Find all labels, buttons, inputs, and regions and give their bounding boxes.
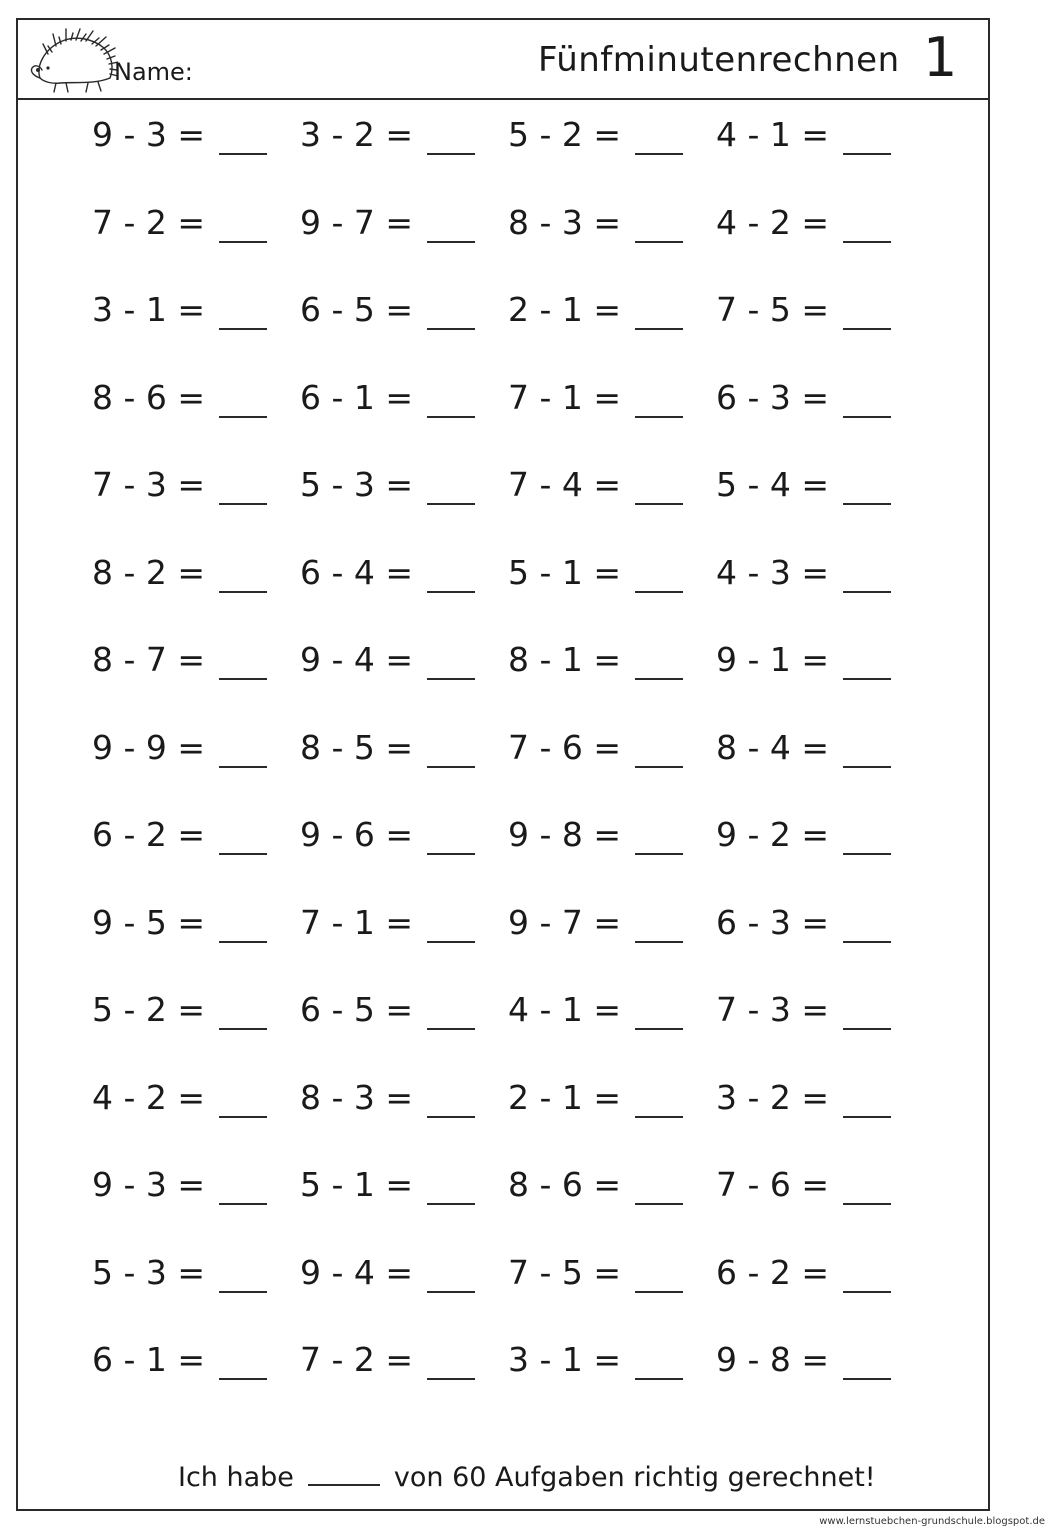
math-problem — [716, 1253, 924, 1341]
answer-blank[interactable] — [635, 640, 683, 680]
math-problem — [508, 465, 716, 553]
math-problem — [716, 728, 924, 816]
problem-expression: 9 - 7 = — [508, 902, 622, 942]
answer-blank[interactable] — [219, 990, 267, 1030]
problem-expression: 9 - 2 = — [716, 815, 830, 854]
problem-expression: 4 - 2 = — [716, 202, 830, 242]
answer-blank[interactable] — [843, 903, 891, 943]
math-problem — [92, 1078, 300, 1166]
math-problem — [300, 203, 508, 291]
problem-expression: 3 - 2 = — [716, 1077, 830, 1117]
math-problem — [508, 553, 716, 641]
score-line-suffix: von 60 Aufgaben richtig gerechnet! — [393, 1462, 876, 1493]
worksheet-header — [18, 20, 988, 100]
problem-expression: 9 - 7 = — [300, 202, 414, 242]
website-credit: www.lernstuebchen-grundschule.blogspot.de — [819, 1516, 1045, 1527]
answer-blank[interactable] — [635, 465, 683, 505]
math-problem — [508, 378, 716, 466]
answer-blank[interactable] — [219, 903, 267, 943]
math-problem — [300, 815, 508, 903]
sheet-number: 1 — [923, 26, 958, 89]
problem-grid — [92, 115, 932, 1428]
answer-blank[interactable] — [427, 553, 475, 593]
problem-expression: 3 - 1 = — [508, 1340, 622, 1379]
problem-expression: 9 - 4 = — [300, 640, 414, 679]
problem-expression: 8 - 2 = — [92, 552, 206, 592]
math-problem — [716, 465, 924, 553]
math-problem — [300, 553, 508, 641]
math-problem — [716, 203, 924, 291]
answer-blank[interactable] — [427, 1078, 475, 1118]
answer-blank[interactable] — [219, 203, 267, 243]
math-problem — [92, 553, 300, 641]
answer-blank[interactable] — [427, 1340, 475, 1380]
math-problem — [716, 553, 924, 641]
math-problem — [92, 203, 300, 291]
answer-blank[interactable] — [843, 640, 891, 680]
answer-blank[interactable] — [219, 728, 267, 768]
answer-blank[interactable] — [219, 640, 267, 680]
problem-expression: 4 - 3 = — [716, 552, 830, 592]
math-problem — [92, 728, 300, 816]
problem-expression: 9 - 8 = — [716, 1340, 830, 1379]
problem-expression: 8 - 1 = — [508, 640, 622, 679]
math-problem — [508, 1078, 716, 1166]
hedgehog-icon — [26, 26, 118, 96]
answer-blank[interactable] — [427, 815, 475, 855]
math-problem — [508, 115, 716, 203]
problem-expression: 8 - 3 = — [300, 1077, 414, 1117]
answer-blank[interactable] — [635, 1340, 683, 1380]
answer-blank[interactable] — [635, 1253, 683, 1293]
answer-blank[interactable] — [219, 1340, 267, 1380]
math-problem — [300, 903, 508, 991]
answer-blank[interactable] — [635, 1165, 683, 1205]
answer-blank[interactable] — [219, 553, 267, 593]
score-line — [178, 1458, 876, 1493]
problem-expression: 8 - 6 = — [508, 1165, 622, 1204]
problem-expression: 4 - 2 = — [92, 1077, 206, 1117]
math-problem — [92, 1340, 300, 1428]
math-problem — [300, 1253, 508, 1341]
math-problem — [300, 1340, 508, 1428]
math-problem — [508, 815, 716, 903]
problem-expression: 4 - 1 = — [508, 990, 622, 1029]
math-problem — [92, 290, 300, 378]
math-problem — [300, 990, 508, 1078]
answer-blank[interactable] — [427, 640, 475, 680]
problem-expression: 7 - 2 = — [92, 202, 206, 242]
math-problem — [300, 1078, 508, 1166]
math-problem — [92, 903, 300, 991]
answer-blank[interactable] — [843, 1078, 891, 1118]
math-problem — [300, 378, 508, 466]
answer-blank[interactable] — [843, 290, 891, 330]
answer-blank[interactable] — [635, 903, 683, 943]
problem-expression: 7 - 5 = — [716, 290, 830, 329]
math-problem — [92, 815, 300, 903]
problem-expression: 6 - 1 = — [92, 1340, 206, 1379]
answer-blank[interactable] — [219, 815, 267, 855]
problem-expression: 9 - 6 = — [300, 815, 414, 854]
problem-expression: 2 - 1 = — [508, 290, 622, 329]
problem-expression: 6 - 5 = — [300, 290, 414, 329]
answer-blank[interactable] — [843, 203, 891, 243]
answer-blank[interactable] — [427, 990, 475, 1030]
answer-blank[interactable] — [219, 290, 267, 330]
answer-blank[interactable] — [843, 465, 891, 505]
math-problem — [508, 1340, 716, 1428]
problem-expression: 8 - 7 = — [92, 640, 206, 679]
problem-expression: 7 - 2 = — [300, 1340, 414, 1379]
answer-blank[interactable] — [427, 728, 475, 768]
answer-blank[interactable] — [843, 553, 891, 593]
math-problem — [716, 640, 924, 728]
math-problem — [300, 465, 508, 553]
answer-blank[interactable] — [635, 815, 683, 855]
answer-blank[interactable] — [427, 1253, 475, 1293]
math-problem — [508, 903, 716, 991]
problem-expression: 5 - 1 = — [300, 1165, 414, 1204]
problem-expression: 6 - 5 = — [300, 990, 414, 1029]
answer-blank[interactable] — [635, 553, 683, 593]
problem-expression: 9 - 4 = — [300, 1252, 414, 1292]
math-problem — [508, 203, 716, 291]
math-problem — [716, 115, 924, 203]
math-problem — [92, 990, 300, 1078]
math-problem — [508, 290, 716, 378]
answer-blank[interactable] — [219, 115, 267, 155]
answer-blank[interactable] — [843, 815, 891, 855]
math-problem — [300, 640, 508, 728]
problem-expression: 8 - 5 = — [300, 727, 414, 767]
math-problem — [508, 1165, 716, 1253]
math-problem — [300, 728, 508, 816]
problem-expression: 6 - 3 = — [716, 377, 830, 417]
page-title: Fünfminutenrechnen — [538, 40, 900, 80]
math-problem — [716, 378, 924, 466]
answer-blank[interactable] — [219, 465, 267, 505]
problem-expression: 9 - 1 = — [716, 640, 830, 679]
answer-blank[interactable] — [427, 378, 475, 418]
answer-blank[interactable] — [843, 1340, 891, 1380]
problem-expression: 3 - 2 = — [300, 115, 414, 154]
answer-blank[interactable] — [427, 290, 475, 330]
math-problem — [716, 990, 924, 1078]
math-problem — [92, 1165, 300, 1253]
problem-expression: 6 - 2 = — [716, 1252, 830, 1292]
math-problem — [716, 1165, 924, 1253]
problem-expression: 9 - 3 = — [92, 115, 206, 154]
answer-blank[interactable] — [843, 1165, 891, 1205]
answer-blank[interactable] — [427, 1165, 475, 1205]
answer-blank[interactable] — [427, 903, 475, 943]
problem-expression: 6 - 2 = — [92, 815, 206, 854]
score-line-prefix: Ich habe — [178, 1462, 294, 1493]
math-problem — [508, 1253, 716, 1341]
problem-expression: 5 - 2 = — [92, 990, 206, 1029]
problem-expression: 6 - 3 = — [716, 902, 830, 942]
answer-blank[interactable] — [427, 203, 475, 243]
problem-expression: 7 - 5 = — [508, 1252, 622, 1292]
math-problem — [716, 290, 924, 378]
problem-expression: 7 - 6 = — [716, 1165, 830, 1204]
answer-blank[interactable] — [219, 1253, 267, 1293]
problem-expression: 5 - 3 = — [92, 1252, 206, 1292]
problem-expression: 7 - 3 = — [716, 990, 830, 1029]
answer-blank[interactable] — [635, 990, 683, 1030]
answer-blank[interactable] — [635, 728, 683, 768]
math-problem — [92, 115, 300, 203]
problem-expression: 7 - 1 = — [300, 902, 414, 942]
answer-blank[interactable] — [635, 203, 683, 243]
problem-expression: 7 - 6 = — [508, 727, 622, 767]
math-problem — [92, 640, 300, 728]
answer-blank[interactable] — [427, 115, 475, 155]
problem-expression: 2 - 1 = — [508, 1077, 622, 1117]
math-problem — [716, 1078, 924, 1166]
answer-blank[interactable] — [843, 378, 891, 418]
score-blank[interactable] — [308, 1458, 380, 1486]
answer-blank[interactable] — [219, 378, 267, 418]
answer-blank[interactable] — [635, 1078, 683, 1118]
answer-blank[interactable] — [219, 1078, 267, 1118]
problem-expression: 7 - 3 = — [92, 465, 206, 504]
answer-blank[interactable] — [843, 728, 891, 768]
problem-expression: 8 - 6 = — [92, 377, 206, 417]
answer-blank[interactable] — [843, 1253, 891, 1293]
problem-expression: 6 - 1 = — [300, 377, 414, 417]
math-problem — [92, 378, 300, 466]
math-problem — [92, 1253, 300, 1341]
problem-expression: 5 - 4 = — [716, 465, 830, 504]
problem-expression: 5 - 3 = — [300, 465, 414, 504]
math-problem — [300, 1165, 508, 1253]
problem-expression: 7 - 1 = — [508, 377, 622, 417]
answer-blank[interactable] — [635, 290, 683, 330]
problem-expression: 9 - 8 = — [508, 815, 622, 854]
math-problem — [508, 990, 716, 1078]
problem-expression: 7 - 4 = — [508, 465, 622, 504]
math-problem — [300, 290, 508, 378]
math-problem — [300, 115, 508, 203]
answer-blank[interactable] — [219, 1165, 267, 1205]
answer-blank[interactable] — [427, 465, 475, 505]
math-problem — [716, 903, 924, 991]
math-problem — [508, 640, 716, 728]
problem-expression: 5 - 2 = — [508, 115, 622, 154]
answer-blank[interactable] — [843, 990, 891, 1030]
problem-expression: 8 - 3 = — [508, 202, 622, 242]
answer-blank[interactable] — [843, 115, 891, 155]
answer-blank[interactable] — [635, 115, 683, 155]
problem-expression: 4 - 1 = — [716, 115, 830, 154]
problem-expression: 9 - 9 = — [92, 727, 206, 767]
name-label: Name: — [114, 58, 193, 86]
math-problem — [716, 815, 924, 903]
problem-expression: 3 - 1 = — [92, 290, 206, 329]
math-problem — [92, 465, 300, 553]
answer-blank[interactable] — [635, 378, 683, 418]
math-problem — [716, 1340, 924, 1428]
problem-expression: 5 - 1 = — [508, 552, 622, 592]
problem-expression: 8 - 4 = — [716, 727, 830, 767]
problem-expression: 9 - 5 = — [92, 902, 206, 942]
math-problem — [508, 728, 716, 816]
problem-expression: 6 - 4 = — [300, 552, 414, 592]
problem-expression: 9 - 3 = — [92, 1165, 206, 1204]
